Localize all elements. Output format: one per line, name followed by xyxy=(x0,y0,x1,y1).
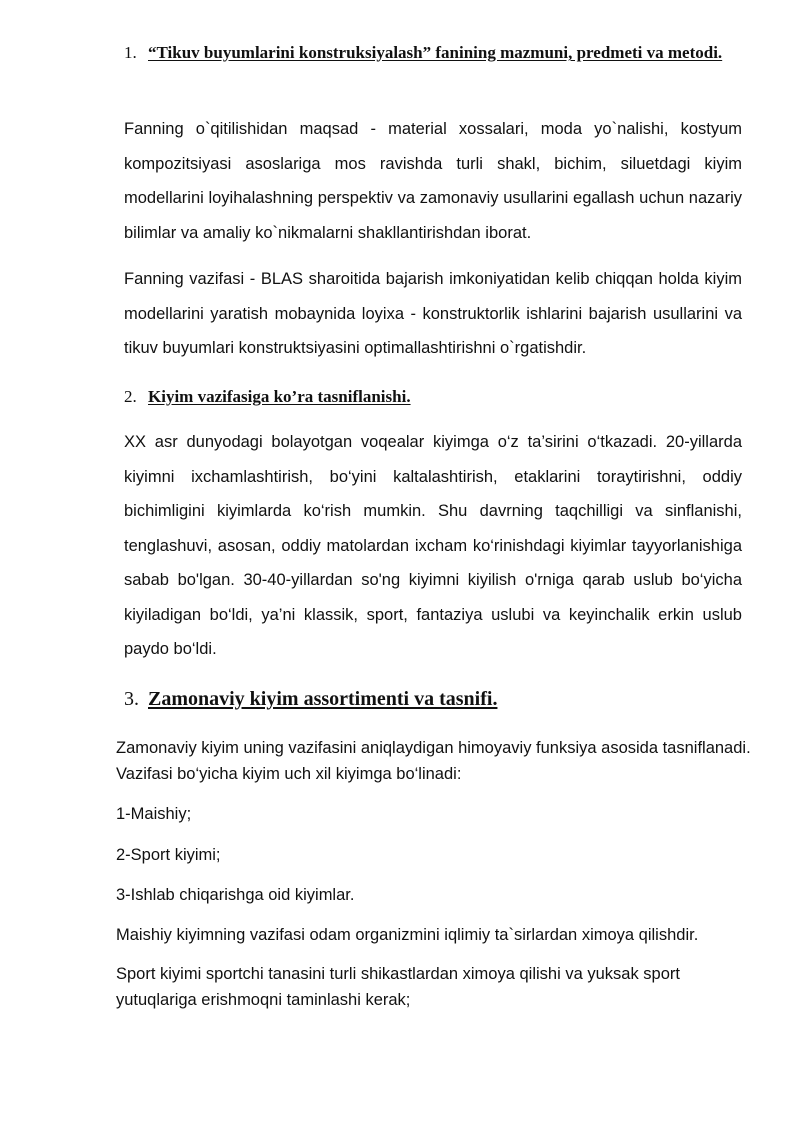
paragraph-history: XX asr dunyodagi bolayotgan voqealar kiyimga o‘z ta’sirini o‘tkazadi. 20-yillarda kiyimni ixchamlashtirish, bo‘yini kaltalashtirish, etaklarini toraytirishni, oddiy bichimligini kiyimlarda ko‘rish mumkin. Shu davrning taqchilligi va sinflanishi, tenglashuvi, asosan, oddiy matolardan ixcham ko‘rinishdagi kiyimlar tayyorlanishiga sabab bo'lgan. 30-40-yillardan so'ng kiyimni kiyilish o'rniga qarab uslub bo‘yicha kiyiladigan bo‘ldi, ya’ni klassik, sport, fantaziya uslubi va keyinchalik erkin uslub paydo bo‘ldi. xyxy=(124,433,742,658)
heading-1-title: “Tikuv buyumlarini konstruksiyalash” fanining mazmuni, predmeti va metodi. xyxy=(148,43,723,62)
heading-1 xyxy=(124,36,744,70)
heading-2-number: 2. xyxy=(124,387,137,406)
heading-3-number: 3. xyxy=(124,688,139,710)
paragraph-task: Fanning vazifasi - BLAS sharoitida bajarish imkoniyatidan kelib chiqqan holda kiyim modellarini yaratish mobaynida loyixa - konstruktorlik ishlarini bajarish usullarini va tikuv buyumlari konstruktsiyasini optimallashtirishni o`rgatishdir. xyxy=(124,270,742,357)
paragraph-purpose: Fanning o`qitilishidan maqsad - material xossalari, moda yo`nalishi, kostyum kompozitsiyasi asoslariga mos ravishda turli shakl, bichim, siluetdagi kiyim modellarini loyihalashning perspektiv va zamonaviy usullarini egallash uchun nazariy bilimlar va amaliy ko`nikmalarni shakllantirishdan iborat. xyxy=(124,120,742,242)
list-item-1: 1-Maishiy; xyxy=(116,805,192,823)
heading-3-title: Zamonaviy kiyim assortimenti va tasnifi. xyxy=(148,688,498,710)
list-item-2: 2-Sport kiyimi; xyxy=(116,846,221,864)
paragraph-sport: Sport kiyimi sportchi tanasini turli shikastlardan ximoya qilishi va yuksak sport yutuqlariga erishmoqni taminlashi kerak; xyxy=(116,965,680,1009)
heading-3 xyxy=(124,682,744,716)
heading-2 xyxy=(124,380,744,414)
paragraph-household: Maishiy kiyimning vazifasi odam organizmini iqlimiy ta`sirlardan ximoya qilishdir. xyxy=(116,926,699,944)
heading-2-title: Kiyim vazifasiga ko’ra tasniflanishi. xyxy=(148,387,411,406)
heading-1-number: 1. xyxy=(124,43,137,62)
paragraph-classification: Zamonaviy kiyim uning vazifasini aniqlaydigan himoyaviy funksiya asosida tasniflanadi. Vazifasi bo‘yicha kiyim uch xil kiyimga bo‘linadi: xyxy=(116,739,751,783)
list-item-3: 3-Ishlab chiqarishga oid kiyimlar. xyxy=(116,886,355,904)
